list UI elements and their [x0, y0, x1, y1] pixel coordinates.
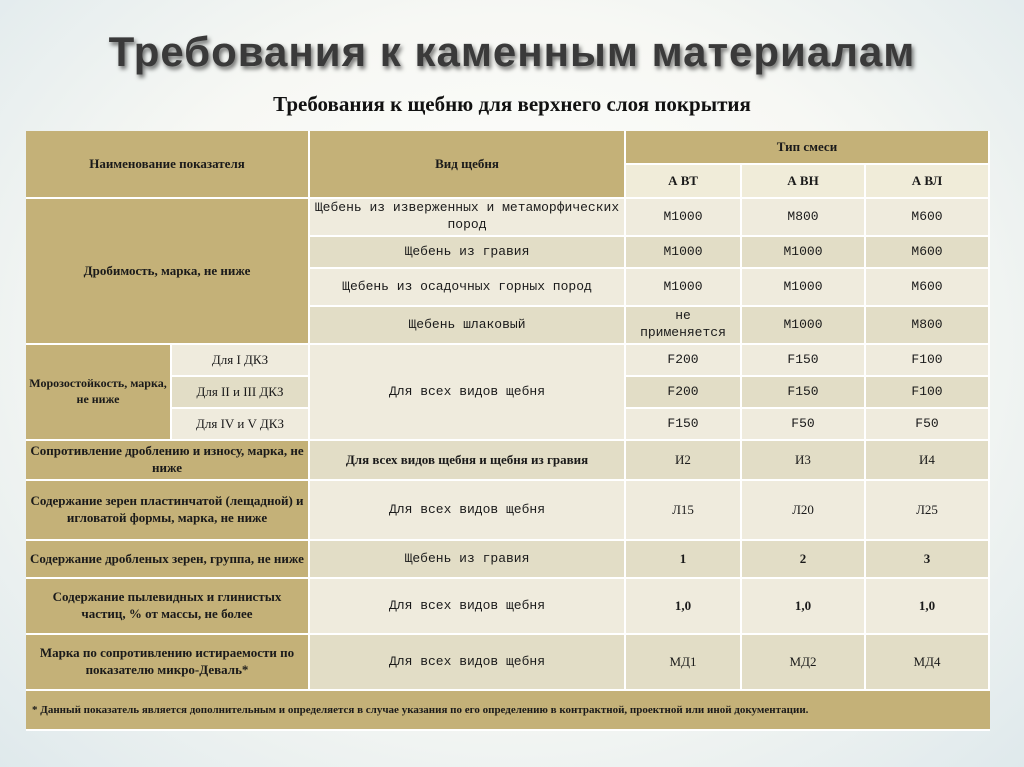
crushed-kind: Щебень из гравия: [310, 541, 626, 579]
frost-dkz23-avt: F200: [626, 377, 742, 409]
crush-slag-avt: не применяется: [626, 307, 742, 345]
frost-dkz1-avt: F200: [626, 345, 742, 377]
wear-avn: И3: [742, 441, 866, 481]
frost-dkz45-avl: F50: [866, 409, 990, 441]
row-label-wear: Сопротивление дроблению и износу, марка, не ниже: [26, 441, 310, 481]
crush-kind-gravel: Щебень из гравия: [310, 237, 626, 269]
header-mix-avt: А ВТ: [626, 165, 742, 199]
row-label-dust: Содержание пылевидных и глинистых частиц, % от массы, не более: [26, 579, 310, 635]
wear-kind: Для всех видов щебня и щебня из гравия: [310, 441, 626, 481]
abrasion-kind: Для всех видов щебня: [310, 635, 626, 691]
dust-kind: Для всех видов щебня: [310, 579, 626, 635]
slide-title: Требования к каменным материалам: [108, 28, 916, 75]
header-mix-type: Тип смеси: [626, 131, 990, 165]
crush-kind-igneous: Щебень из изверженных и метаморфических пород: [310, 199, 626, 237]
dust-avn: 1,0: [742, 579, 866, 635]
row-label-frost: Морозостойкость, марка, не ниже: [26, 345, 172, 441]
header-gravel-type: Вид щебня: [310, 131, 626, 199]
crushed-avt: 1: [626, 541, 742, 579]
crush-gravel-avt: М1000: [626, 237, 742, 269]
crushed-avn: 2: [742, 541, 866, 579]
footnote: * Данный показатель является дополнительным и определяется в случае указания по его определению в контрактной, проектной или иной документации.: [26, 691, 990, 731]
crush-kind-slag: Щебень шлаковый: [310, 307, 626, 345]
crush-slag-avn: М1000: [742, 307, 866, 345]
row-label-crushed: Содержание дробленых зерен, группа, не ниже: [26, 541, 310, 579]
frost-dkz1-avl: F100: [866, 345, 990, 377]
crush-igneous-avt: М1000: [626, 199, 742, 237]
frost-sub-dkz-1: Для I ДКЗ: [172, 345, 310, 377]
crush-sedimentary-avl: М600: [866, 269, 990, 307]
header-mix-avn: А ВН: [742, 165, 866, 199]
crush-gravel-avn: М1000: [742, 237, 866, 269]
frost-dkz23-avl: F100: [866, 377, 990, 409]
crush-gravel-avl: М600: [866, 237, 990, 269]
frost-sub-dkz-4-5: Для IV и V ДКЗ: [172, 409, 310, 441]
flaky-kind: Для всех видов щебня: [310, 481, 626, 541]
requirements-table: [26, 131, 990, 731]
dust-avt: 1,0: [626, 579, 742, 635]
dust-avl: 1,0: [866, 579, 990, 635]
header-indicator: Наименование показателя: [26, 131, 310, 199]
abrasion-avt: МД1: [626, 635, 742, 691]
crush-sedimentary-avt: М1000: [626, 269, 742, 307]
crush-igneous-avn: М800: [742, 199, 866, 237]
wear-avl: И4: [866, 441, 990, 481]
flaky-avl: Л25: [866, 481, 990, 541]
table-caption: Требования к щебню для верхнего слоя покрытия: [273, 92, 751, 116]
frost-dkz45-avt: F150: [626, 409, 742, 441]
row-label-flaky: Содержание зерен пластинчатой (лещадной) и игловатой формы, марка, не ниже: [26, 481, 310, 541]
frost-dkz23-avn: F150: [742, 377, 866, 409]
wear-avt: И2: [626, 441, 742, 481]
crush-sedimentary-avn: М1000: [742, 269, 866, 307]
abrasion-avl: МД4: [866, 635, 990, 691]
crush-igneous-avl: М600: [866, 199, 990, 237]
row-label-abrasion: Марка по сопротивлению истираемости по показателю микро-Деваль*: [26, 635, 310, 691]
header-mix-avl: А ВЛ: [866, 165, 990, 199]
flaky-avt: Л15: [626, 481, 742, 541]
crush-slag-avl: М800: [866, 307, 990, 345]
abrasion-avn: МД2: [742, 635, 866, 691]
crushed-avl: 3: [866, 541, 990, 579]
frost-dkz1-avn: F150: [742, 345, 866, 377]
flaky-avn: Л20: [742, 481, 866, 541]
crush-kind-sedimentary: Щебень из осадочных горных пород: [310, 269, 626, 307]
row-label-crushability: Дробимость, марка, не ниже: [26, 199, 310, 345]
frost-sub-dkz-2-3: Для II и III ДКЗ: [172, 377, 310, 409]
frost-dkz45-avn: F50: [742, 409, 866, 441]
frost-kind: Для всех видов щебня: [310, 345, 626, 441]
